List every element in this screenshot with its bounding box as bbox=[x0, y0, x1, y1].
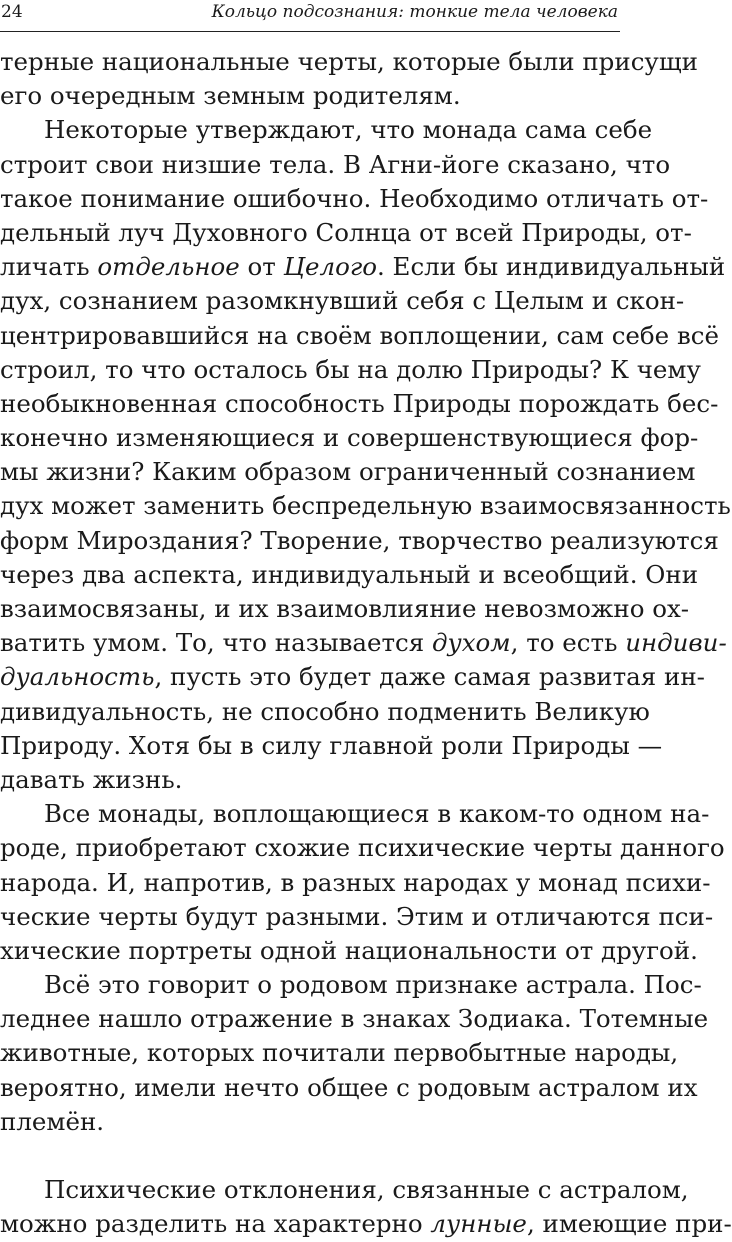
text-line bbox=[0, 592, 690, 626]
text-run: форм Мироздания? Творение, творчество реализуются bbox=[0, 525, 719, 555]
text-line bbox=[0, 353, 701, 387]
text-line bbox=[0, 1002, 709, 1036]
text-run: ватить умом. То, что называется bbox=[0, 628, 432, 658]
italic-term: отдельное bbox=[97, 252, 240, 282]
text-run: можно разделить на характерно bbox=[0, 1209, 431, 1239]
text-run: Некоторые утверждают, что монада сама себе bbox=[44, 115, 653, 145]
text-run: дух, сознанием разомкнувший себя с Целым и скон- bbox=[0, 286, 685, 316]
text-run: Психические отклонения, связанные с астралом, bbox=[44, 1175, 689, 1205]
text-line bbox=[0, 182, 709, 216]
text-run: строил, то что осталось бы на долю Природы? К чему bbox=[0, 354, 701, 384]
text-run: роде, приобретают схожие психические черты данного bbox=[0, 833, 725, 863]
text-run: через два аспекта, индивидуальный и всеобщий. Они bbox=[0, 559, 699, 589]
text-line bbox=[0, 1105, 620, 1139]
paragraph bbox=[0, 45, 698, 113]
text-line bbox=[0, 763, 620, 797]
text-run: от bbox=[239, 252, 284, 282]
text-run: леднее нашло отражение в знаках Зодиака. Тотемные bbox=[0, 1004, 709, 1034]
text-run: личать bbox=[0, 252, 98, 282]
text-run: Все монады, воплощающиеся в каком-то одном на- bbox=[44, 799, 710, 829]
text-line bbox=[0, 284, 685, 318]
text-line bbox=[0, 797, 710, 831]
running-title: Кольцо подсознания: тонкие тела человека bbox=[211, 2, 618, 22]
text-line bbox=[0, 421, 699, 455]
page-number: 24 bbox=[1, 2, 23, 22]
text-line bbox=[0, 45, 698, 79]
text-run: терные национальные черты, которые были присущи bbox=[0, 47, 698, 76]
text-line bbox=[0, 968, 702, 1002]
text-run: хические портреты одной национальности от другой. bbox=[0, 935, 698, 965]
italic-term: дуальность bbox=[0, 662, 155, 692]
text-line bbox=[0, 660, 705, 694]
italic-term: лунные bbox=[430, 1209, 527, 1239]
text-line bbox=[0, 455, 696, 489]
text-run: народа. И, напротив, в разных народах у монад психи- bbox=[0, 867, 711, 897]
text-line bbox=[0, 831, 725, 865]
italic-term: Целого bbox=[283, 252, 377, 282]
text-run: дивидуальность, не способно подменить Великую bbox=[0, 696, 650, 726]
text-line bbox=[0, 489, 731, 523]
text-line bbox=[0, 250, 726, 284]
text-line bbox=[0, 1036, 679, 1070]
italic-term: духом bbox=[432, 628, 511, 658]
text-run: дух может заменить беспредельную взаимосвязанность bbox=[0, 491, 731, 521]
text-run: ческие черты будут разными. Этим и отличаются пси- bbox=[0, 901, 714, 931]
text-line bbox=[0, 216, 692, 250]
paragraph bbox=[0, 797, 725, 968]
text-line bbox=[0, 113, 653, 147]
text-line bbox=[0, 1173, 689, 1207]
text-run: дельный луч Духовного Солнца от всей Природы, от- bbox=[0, 217, 692, 247]
text-run: животные, которых почитали первобытные народы, bbox=[0, 1038, 679, 1068]
text-run: давать жизнь. bbox=[0, 764, 183, 794]
text-run: Всё это говорит о родовом признаке астрала. Пос- bbox=[44, 970, 702, 1000]
text-line bbox=[0, 387, 719, 421]
text-run: центрировавшийся на своём воплощении, сам себе всё bbox=[0, 320, 719, 350]
text-line bbox=[0, 626, 727, 660]
text-run: племён. bbox=[0, 1106, 105, 1136]
text-line bbox=[0, 524, 719, 558]
text-line bbox=[0, 729, 663, 763]
text-line bbox=[0, 866, 711, 900]
text-line bbox=[0, 558, 699, 592]
text-run: , имеющие при- bbox=[526, 1209, 732, 1239]
text-line bbox=[0, 148, 671, 182]
text-line bbox=[0, 934, 698, 968]
text-run: , то есть bbox=[510, 628, 626, 658]
text-run: взаимосвязаны, и их взаимовлияние невозможно ох- bbox=[0, 594, 690, 623]
text-run: мы жизни? Каким образом ограниченный сознанием bbox=[0, 457, 696, 487]
italic-term: индиви- bbox=[625, 628, 727, 658]
body-text bbox=[0, 45, 732, 1242]
text-run: . Если бы индивидуальный bbox=[376, 252, 726, 282]
text-run: , пусть это будет даже самая развитая ин- bbox=[154, 662, 705, 692]
text-line bbox=[0, 900, 714, 934]
text-run: конечно изменяющиеся и совершенствующиеся фор- bbox=[0, 423, 699, 453]
paragraph bbox=[0, 113, 731, 797]
running-header bbox=[0, 0, 620, 32]
text-line bbox=[0, 1071, 698, 1105]
text-line bbox=[0, 79, 620, 113]
text-line bbox=[0, 695, 650, 729]
text-run: вероятно, имели нечто общее с родовым астралом их bbox=[0, 1072, 698, 1102]
text-line bbox=[0, 319, 719, 353]
paragraph bbox=[0, 1173, 732, 1241]
text-run: такое понимание ошибочно. Необходимо отличать от- bbox=[0, 183, 709, 213]
text-run: строит свои низшие тела. В Агни-йоге сказано, что bbox=[0, 149, 671, 179]
text-run: Природу. Хотя бы в силу главной роли Природы — bbox=[0, 730, 663, 760]
text-line bbox=[0, 1207, 732, 1241]
paragraph-spacer bbox=[0, 1139, 620, 1173]
text-run: его очередным земным родителям. bbox=[0, 81, 461, 111]
text-run: необыкновенная способность Природы порождать бес- bbox=[0, 388, 719, 418]
paragraph bbox=[0, 968, 709, 1139]
